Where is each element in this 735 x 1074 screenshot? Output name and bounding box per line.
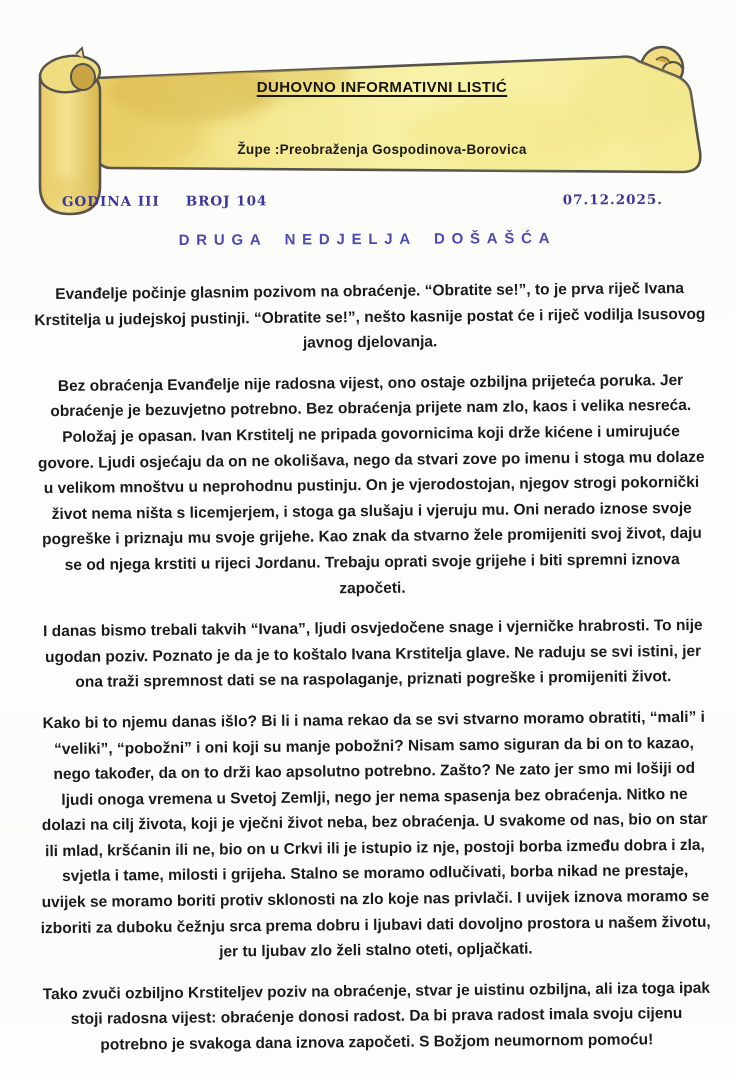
issue-meta-row	[0, 189, 735, 214]
issue-number: BROJ 104	[185, 193, 268, 210]
issue-year: GODINA III	[61, 193, 160, 211]
paragraph-4: Kako bi to njemu danas išlo? Bi li i nama rekao da se svi stvarno moramo obratiti, “mali” i “veliki”, “pobožni” i oni koji su manje pobožni? Nisam samo siguran da bi on to kazao, nego također, da on to drži kao apsolutno potrebno. Zašto? Ne zato jer smo mi lošiji od ljudi onoga vremena u Svetoj Zemlji, nego jer nema spasenja bez obraćenja. Nitko ne dolazi na cilj života, koji je vječni život neba, bez obraćenja. U svakome od nas, bio on star ili mlad, kršćanin ili ne, bio on u Crkvi ili je istupio iz nje, postoji borba između dobra i zla, svjetla i tame, milosti i grijeha. Stalno se moramo odlučivati, borba nikad ne prestaje, uvijek se moramo boriti protiv sklonosti na zlo koje nas privlači. I uvijek iznova moramo se izboriti za duboku čežnju srca prema dobru i ljubavi dati dovoljno prostora u našem životu, jer tu ljubav zlo želi stalno oteti, opljačkati.	[40, 708, 711, 961]
article-body	[34, 276, 713, 1074]
issue-year-number	[62, 193, 294, 210]
paragraph-5: Tako zvuči ozbiljno Krstiteljev poziv na obraćenje, stvar je uistinu ozbiljna, ali iza toga ipak stoji radosna vijest: obraćenje donosi radost. Da bi prava radost imala svoju cijenu potrebno je svakoga dana iznova započeti. S Božjom neumornom pomoću!	[42, 979, 711, 1054]
paragraph-3: I danas bismo trebali takvih “Ivana”, ljudi osvjedočene snage i vjerničke hrabrosti. To nije ugodan poziv. Poznato je da je to koštalo Ivana Krstitelja glave. Ne raduju se svi istini, jer ona traži spremnost dati se na raspolaganje, priznati pogreške i promijeniti život.	[43, 616, 703, 692]
paragraph-1: Evanđelje počinje glasnim pozivom na obraćenje. “Obratite se!”, to je prva riječ Ivana Krstitelja u judejskoj pustinji. “Obratite se!”, nešto kasnije postat će i riječ vodilja Isusovog javnog djelovanja.	[34, 279, 706, 352]
newsletter-title: DUHOVNO INFORMATIVNI LISTIĆ	[256, 79, 508, 96]
parish-name: Župe :Preobraženja Gospodinova-Borovica	[237, 142, 527, 157]
page-title: DRUGA NEDJELJA DOŠAŠĆA	[178, 230, 557, 249]
issue-date: 07.12.2025.	[562, 191, 664, 209]
paragraph-2: Bez obraćenja Evanđelje nije radosna vijest, ono ostaje ozbiljna prijeteća poruka. Jer obraćenje je bezuvjetno potrebno. Bez obraćenja prijete nam zlo, kaos i velika nesreća. Položaj je opasan. Ivan Krstitelj ne pripada govornicima koji drže kićene i umirujuće govore. Ljudi osjećaju da on ne okolišava, nego da stvari zove po imenu i stoga mu dolaze u velikom mnoštvu u neprohodnu pustinju. On je vjerodostojan, njegov strogi pokornički život nema ništa s licemjerjem, i stoga ga slušaju i vjeruju mu. Oni nerado iznose svoje pogreške i priznaju mu svoje grijehe. Kao znak da stvarno žele promijeniti svoj život, daju se od njega krstiti u rijeci Jordanu. Trebaju oprati svoje grijehe i biti spremni iznova započeti.	[37, 371, 705, 597]
